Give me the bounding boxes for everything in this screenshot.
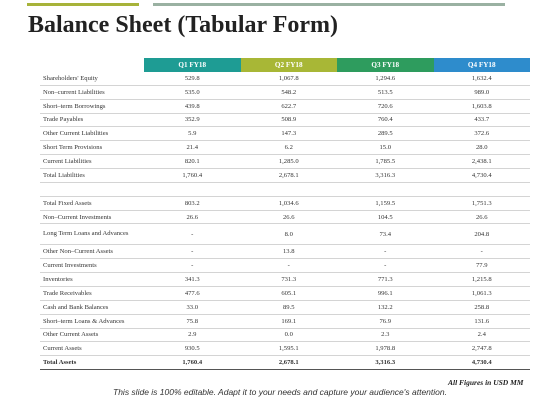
table-row [40,155,530,169]
cell-q1: 21.4 [144,141,241,155]
cell-q3: 3,316.3 [337,356,434,370]
header-blank-cell [40,58,144,72]
cell-q2: 169.1 [241,314,338,328]
cell-q1: 352.9 [144,113,241,127]
table-row [40,300,530,314]
cell-q2: 508.9 [241,113,338,127]
table-row [40,259,530,273]
row-label: Short–term Loans & Advances [40,314,144,328]
cell-q4: 4,730.4 [434,356,531,370]
cell-q1: 5.9 [144,127,241,141]
cell-q4: 433.7 [434,113,531,127]
cell-q4: 372.6 [434,127,531,141]
table-row [40,224,530,245]
cell-q3: 289.5 [337,127,434,141]
cell-q1: - [144,259,241,273]
cell-q3: 720.6 [337,99,434,113]
cell-q2: 622.7 [241,99,338,113]
row-label: Trade Payables [40,113,144,127]
cell-q3: 513.5 [337,85,434,99]
cell-q4: 989.0 [434,85,531,99]
row-label: Other Non–Current Assets [40,245,144,259]
table-row [40,99,530,113]
cell-q3: 3,316.3 [337,168,434,182]
spacer-cell [337,182,434,196]
table-row [40,286,530,300]
cell-q3: 132.2 [337,300,434,314]
cell-q2: 1,034.6 [241,196,338,210]
cell-q4: 131.6 [434,314,531,328]
cell-q2: 605.1 [241,286,338,300]
cell-q4: - [434,245,531,259]
cell-q3: 1,294.6 [337,72,434,85]
cell-q4: 2,438.1 [434,155,531,169]
row-label: Long Term Loans and Advances [40,224,144,245]
row-label: Non–current Liabilities [40,85,144,99]
cell-q1: - [144,224,241,245]
section-spacer-row [40,182,530,196]
cell-q3: 1,785.5 [337,155,434,169]
cell-q2: 0.0 [241,328,338,342]
cell-q2: 1,595.1 [241,342,338,356]
cell-q1: 33.0 [144,300,241,314]
row-label: Current Investments [40,259,144,273]
table-row [40,141,530,155]
top-accent-bar [27,3,505,6]
column-header-q2: Q2 FY18 [241,58,338,72]
page-title: Balance Sheet (Tabular Form) [28,12,338,38]
cell-q3: 996.1 [337,286,434,300]
cell-q4: 4,730.4 [434,168,531,182]
cell-q2: 2,678.1 [241,168,338,182]
cell-q2: 8.0 [241,224,338,245]
cell-q4: 258.8 [434,300,531,314]
cell-q4: 77.9 [434,259,531,273]
column-header-q4: Q4 FY18 [434,58,531,72]
cell-q1: 341.3 [144,273,241,287]
cell-q4: 204.8 [434,224,531,245]
cell-q3: 73.4 [337,224,434,245]
cell-q2: 1,067.8 [241,72,338,85]
cell-q1: 1,760.4 [144,356,241,370]
cell-q3: 2.3 [337,328,434,342]
cell-q2: - [241,259,338,273]
cell-q4: 1,215.8 [434,273,531,287]
row-label: Current Assets [40,342,144,356]
cell-q1: 2.9 [144,328,241,342]
table-row [40,113,530,127]
spacer-cell [434,182,531,196]
table-row [40,314,530,328]
cell-q4: 26.6 [434,210,531,224]
cell-q2: 1,285.0 [241,155,338,169]
cell-q2: 147.3 [241,127,338,141]
row-label: Non–Current Investments [40,210,144,224]
cell-q3: 760.4 [337,113,434,127]
row-label: Other Current Liabilities [40,127,144,141]
column-header-q3: Q3 FY18 [337,58,434,72]
cell-q3: 1,978.8 [337,342,434,356]
table-row [40,210,530,224]
table-row [40,342,530,356]
row-label: Total Assets [40,356,144,370]
cell-q2: 6.2 [241,141,338,155]
row-label: Trade Receivables [40,286,144,300]
cell-q2: 26.6 [241,210,338,224]
cell-q4: 2,747.8 [434,342,531,356]
table-row [40,72,530,85]
cell-q1: 803.2 [144,196,241,210]
cell-q1: 477.6 [144,286,241,300]
cell-q1: 535.0 [144,85,241,99]
cell-q1: - [144,245,241,259]
table-row [40,127,530,141]
total-assets-row [40,356,530,370]
cell-q2: 2,678.1 [241,356,338,370]
row-label: Total Liabilities [40,168,144,182]
footer-note: This slide is 100% editable. Adapt it to your needs and capture your audience's attention. [113,387,447,397]
cell-q3: 104.5 [337,210,434,224]
table-row [40,245,530,259]
cell-q2: 13.8 [241,245,338,259]
cell-q1: 529.8 [144,72,241,85]
cell-q1: 820.1 [144,155,241,169]
row-label: Shareholders' Equity [40,72,144,85]
cell-q4: 1,632.4 [434,72,531,85]
cell-q3: 771.3 [337,273,434,287]
row-label: Total Fixed Assets [40,196,144,210]
cell-q3: - [337,245,434,259]
row-label: Current Liabilities [40,155,144,169]
cell-q3: 15.0 [337,141,434,155]
table-row [40,196,530,210]
cell-q3: - [337,259,434,273]
cell-q4: 1,061.3 [434,286,531,300]
cell-q1: 75.8 [144,314,241,328]
spacer-cell [241,182,338,196]
cell-q4: 1,603.8 [434,99,531,113]
table-body [40,72,530,370]
cell-q2: 548.2 [241,85,338,99]
units-note: All Figures in USD MM [448,378,524,387]
table-row [40,328,530,342]
accent-bar-right [153,3,505,6]
cell-q3: 1,159.5 [337,196,434,210]
cell-q4: 1,751.3 [434,196,531,210]
row-label: Cash and Bank Balances [40,300,144,314]
cell-q1: 26.6 [144,210,241,224]
cell-q1: 930.5 [144,342,241,356]
row-label: Inventories [40,273,144,287]
cell-q2: 89.5 [241,300,338,314]
cell-q2: 731.3 [241,273,338,287]
column-header-q1: Q1 FY18 [144,58,241,72]
cell-q1: 1,760.4 [144,168,241,182]
spacer-cell [144,182,241,196]
cell-q3: 76.9 [337,314,434,328]
row-label: Short Term Provisions [40,141,144,155]
accent-bar-left [27,3,139,6]
cell-q1: 439.8 [144,99,241,113]
table-row [40,85,530,99]
row-label: Other Current Assets [40,328,144,342]
table-header-row [40,58,530,72]
balance-sheet-table [40,58,530,370]
cell-q4: 28.0 [434,141,531,155]
table-row [40,168,530,182]
spacer-cell [40,182,144,196]
table-row [40,273,530,287]
row-label: Short–term Borrowings [40,99,144,113]
cell-q4: 2.4 [434,328,531,342]
